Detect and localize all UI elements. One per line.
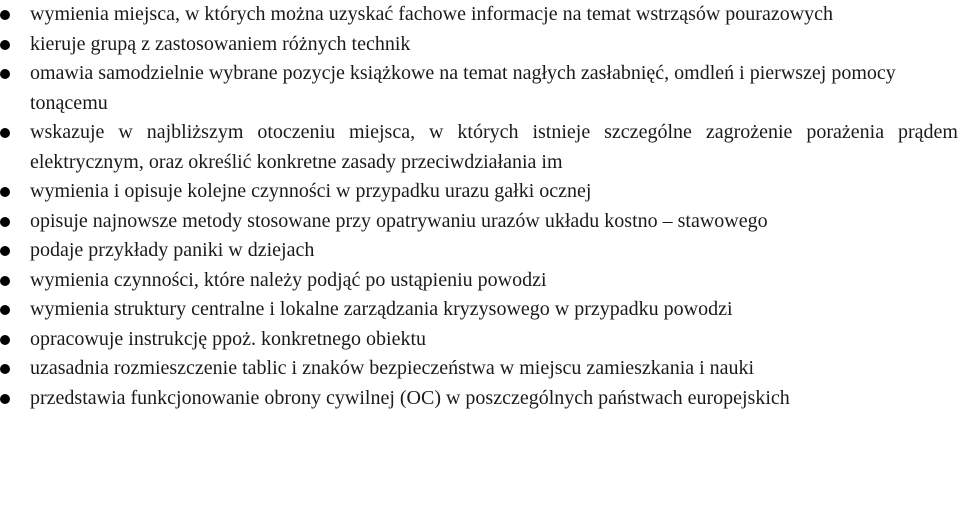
list-item-text: omawia samodzielnie wybrane pozycje książkowe na temat nagłych zasłabnięć, omdleń i pierwszej pomocy tonącemu (30, 62, 896, 114)
list-item (0, 177, 960, 207)
bullet-icon (0, 217, 10, 227)
list-item (0, 236, 960, 266)
list-item (0, 354, 960, 384)
bullet-icon (0, 10, 10, 20)
list-item-text: przedstawia funkcjonowanie obrony cywilnej (OC) w poszczególnych państwach europejskich (30, 386, 790, 409)
list-item-text: kieruje grupą z zastosowaniem różnych technik (30, 32, 411, 55)
list-item (0, 30, 960, 60)
bullet-icon (0, 335, 10, 345)
list-item (0, 295, 960, 325)
bullet-icon (0, 305, 10, 315)
list-item-text: opracowuje instrukcję ppoż. konkretnego obiektu (30, 327, 426, 350)
list-item-text: opisuje najnowsze metody stosowane przy opatrywaniu urazów układu kostno – stawowego (30, 209, 768, 232)
list-item (0, 325, 960, 355)
bullet-icon (0, 187, 10, 197)
list-item-text: wskazuje w najbliższym otoczeniu miejsca, w których istnieje szczególne zagrożenie porażenia prądem elektrycznym, oraz określić konkretne zasady przeciwdziałania im (30, 121, 958, 173)
bullet-icon (0, 246, 10, 256)
list-item-text: podaje przykłady paniki w dziejach (30, 239, 315, 261)
bullet-icon (0, 276, 10, 286)
bullet-icon (0, 364, 10, 374)
bullet-icon (0, 69, 10, 79)
list-item (0, 207, 848, 237)
list-item (0, 59, 960, 118)
list-item-text: wymienia struktury centralne i lokalne zarządzania kryzysowego w przypadku powodzi (30, 298, 733, 320)
list-item-text: uzasadnia rozmieszczenie tablic i znaków bezpieczeństwa w miejscu zamieszkania i nauki (30, 357, 755, 379)
list-item-text: wymienia czynności, które należy podjąć po ustąpieniu powodzi (30, 268, 547, 291)
list-item (0, 118, 958, 177)
bullet-icon (0, 128, 10, 138)
list-item (0, 266, 960, 296)
bullet-icon (0, 40, 10, 50)
list-item-text: wymienia miejsca, w których można uzyskać fachowe informacje na temat wstrząsów pourazowych (30, 3, 834, 25)
list-item-text: wymienia i opisuje kolejne czynności w przypadku urazu gałki ocznej (30, 180, 592, 202)
list-item (0, 0, 920, 30)
list-item (0, 384, 870, 414)
bullet-icon (0, 394, 10, 404)
